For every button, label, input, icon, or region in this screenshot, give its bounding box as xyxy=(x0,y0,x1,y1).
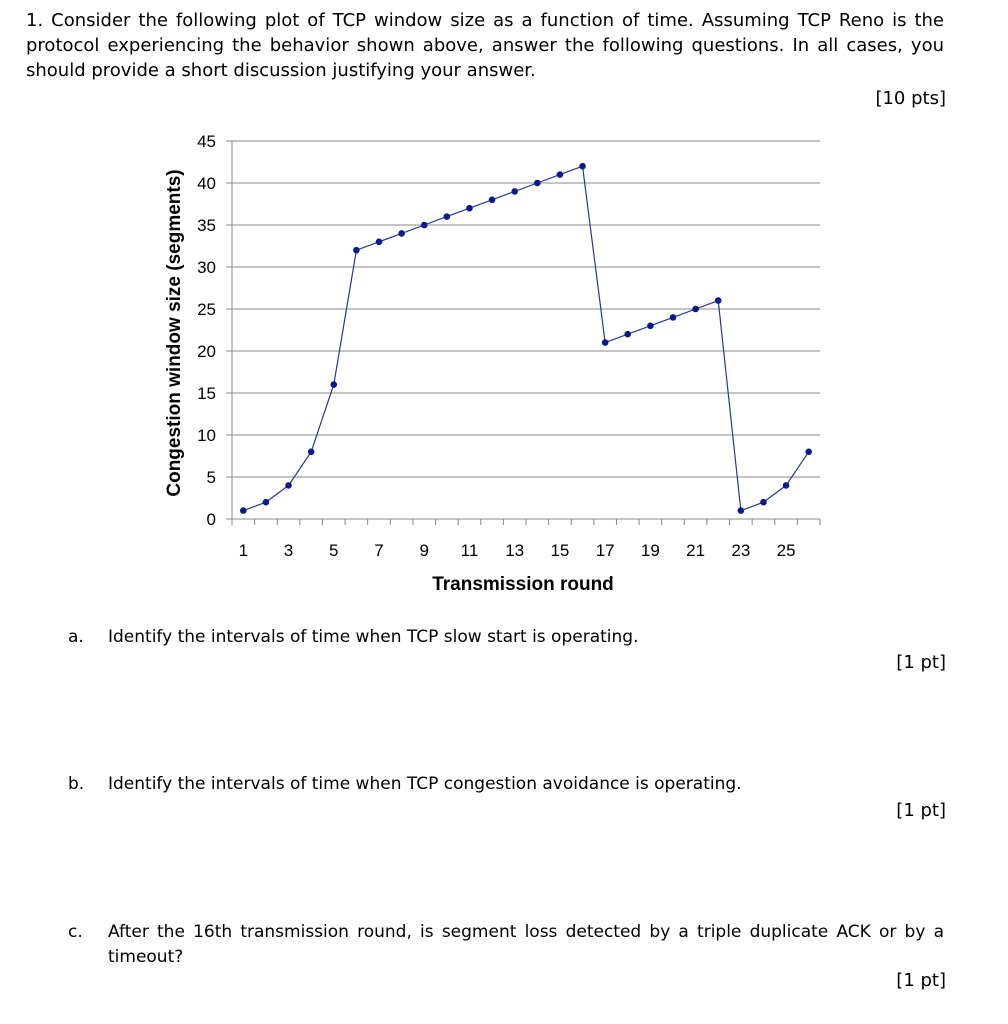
data-point xyxy=(240,507,247,514)
subquestion-a-letter: a. xyxy=(68,627,84,647)
y-tick-label: 25 xyxy=(197,300,216,319)
data-point xyxy=(805,449,812,456)
y-tick-label: 20 xyxy=(197,342,216,361)
data-point xyxy=(285,482,292,489)
subquestion-c-text: After the 16th transmission round, is segment loss detected by a triple duplicate ACK or by a timeout? xyxy=(108,922,944,967)
x-tick-label: 9 xyxy=(419,541,429,560)
y-axis-title: Congestion window size (segments) xyxy=(164,169,185,497)
data-point xyxy=(715,297,722,304)
x-tick-label: 13 xyxy=(505,541,525,560)
data-point xyxy=(308,449,315,456)
x-tick-label: 25 xyxy=(776,541,796,560)
subquestion-a-points: [1 pt] xyxy=(896,652,946,673)
data-point xyxy=(353,247,360,254)
data-point xyxy=(670,314,677,321)
x-axis-title: Transmission round xyxy=(432,574,614,595)
y-tick-label: 40 xyxy=(197,174,216,193)
x-tick-label: 11 xyxy=(460,541,479,560)
data-point xyxy=(376,239,383,246)
data-points xyxy=(240,163,812,514)
question-points: [10 pts] xyxy=(875,88,946,109)
data-point xyxy=(489,197,496,204)
data-point xyxy=(738,507,745,514)
data-point xyxy=(398,230,405,237)
x-tick-label: 15 xyxy=(550,541,570,560)
y-tick-label: 30 xyxy=(197,258,216,277)
data-point xyxy=(534,180,541,187)
subquestion-b-text: Identify the intervals of time when TCP congestion avoidance is operating. xyxy=(108,774,742,794)
data-point xyxy=(263,499,270,506)
x-tick-label: 3 xyxy=(283,541,294,560)
data-point xyxy=(647,323,654,330)
x-tick-label: 17 xyxy=(595,541,615,560)
data-point xyxy=(421,222,428,229)
window-size-line xyxy=(243,166,808,510)
y-tick-label: 35 xyxy=(197,216,216,235)
chart-axes xyxy=(226,141,820,525)
subquestion-c-letter: c. xyxy=(68,922,83,942)
y-tick-label: 5 xyxy=(206,468,216,487)
y-tick-label: 0 xyxy=(206,510,216,529)
data-point xyxy=(444,213,451,220)
x-tick-label: 5 xyxy=(329,541,339,560)
data-point xyxy=(330,381,337,388)
y-tick-labels xyxy=(197,132,216,529)
x-tick-labels xyxy=(239,541,796,560)
question-intro: 1. Consider the following plot of TCP window size as a function of time. Assuming TCP Reno is the protocol experiencing the behavior shown above, answer the following questions. In all cases, you should provide a short discussion justifying your answer. xyxy=(26,10,944,81)
x-tick-label: 7 xyxy=(374,541,384,560)
data-point xyxy=(602,339,609,346)
data-point xyxy=(760,499,767,506)
data-point xyxy=(557,171,564,178)
x-tick-label: 1 xyxy=(238,541,249,560)
x-tick-label: 21 xyxy=(686,541,706,560)
subquestion-a-text: Identify the intervals of time when TCP slow start is operating. xyxy=(108,627,639,647)
data-point xyxy=(783,482,790,489)
x-tick-label: 19 xyxy=(640,541,660,560)
subquestion-b-points: [1 pt] xyxy=(896,800,946,821)
data-point xyxy=(624,331,631,338)
y-tick-label: 45 xyxy=(197,132,216,151)
data-point xyxy=(466,205,473,212)
data-point xyxy=(692,306,699,313)
subquestion-b-letter: b. xyxy=(68,774,85,794)
data-point xyxy=(579,163,586,170)
data-point xyxy=(511,188,518,195)
x-tick-label: 23 xyxy=(731,541,751,560)
subquestion-c-points: [1 pt] xyxy=(896,970,946,991)
y-tick-label: 10 xyxy=(197,426,216,445)
y-tick-label: 15 xyxy=(197,384,216,403)
